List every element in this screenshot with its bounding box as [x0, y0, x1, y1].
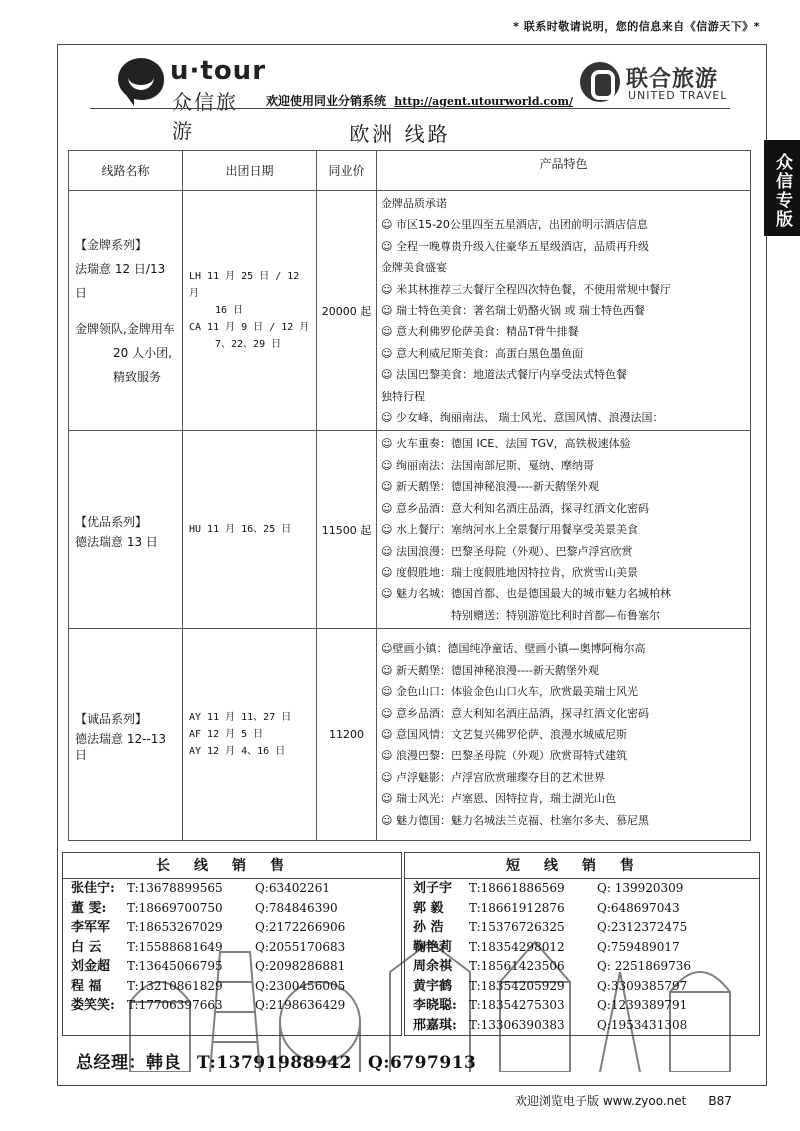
- contact-row: [405, 996, 759, 1016]
- source-note: * 联系时敬请说明，您的信息来自《信游天下》*: [513, 20, 760, 33]
- page-number: B87: [708, 1094, 732, 1108]
- contact-name: 李晓聪:: [413, 998, 457, 1013]
- contact-qq: Q:1239389791: [597, 998, 688, 1012]
- contact-phone: T:18354205929: [469, 978, 565, 993]
- feature-item: ☺ 市区15-20公里四至五星酒店，出团前明示酒店信息: [381, 218, 648, 232]
- contact-phone: T:13306390383: [469, 1017, 565, 1032]
- contact-row: [405, 938, 759, 958]
- feature-item: ☺ 浪漫巴黎：巴黎圣母院（外观）欣赏哥特式建筑: [381, 749, 627, 763]
- route-note: 精致服务: [113, 369, 162, 384]
- feature-heading: 金牌美食盛宴: [381, 261, 447, 275]
- contact-name: 李军军: [71, 920, 111, 935]
- table-header-row: [69, 151, 751, 191]
- contact-row: [405, 899, 759, 919]
- contact-row: [63, 918, 401, 938]
- date-line: AY 12 月 4、16 日: [189, 746, 286, 758]
- contact-name: 周余祺: [413, 959, 453, 974]
- header-divider: [90, 108, 730, 109]
- table-row: [69, 431, 751, 629]
- contact-row: [405, 957, 759, 977]
- feature-item: ☺ 全程一晚尊贵升级入住豪华五星级酒店，品质再升级: [381, 239, 649, 253]
- page-footer: [515, 1092, 765, 1109]
- features-cell: [377, 431, 751, 629]
- contact-phone: T:18354298012: [469, 939, 565, 954]
- route-note: 20 人小团,: [113, 345, 172, 360]
- contact-qq: Q:2098286881: [255, 959, 346, 973]
- contact-qq: Q:784846390: [255, 900, 338, 915]
- date-line: CA 11 月 9 日 / 12 月: [189, 322, 310, 334]
- contact-phone: T:18653267029: [127, 920, 223, 934]
- price-cell: 20000 起: [317, 191, 377, 431]
- features-cell: [377, 191, 751, 431]
- contact-name: 张佳宁:: [71, 881, 115, 896]
- routes-table: [68, 150, 751, 841]
- footer-text: 欢迎浏览电子版 www.zyoo.net: [515, 1094, 687, 1108]
- manager-phone: T:13791988942: [197, 1053, 352, 1073]
- feature-heading: 金牌品质承诺: [381, 197, 447, 210]
- header-departure-date: 出团日期: [183, 151, 317, 191]
- contact-phone: T:18661886569: [469, 881, 565, 895]
- contact-name: 董 雯:: [71, 900, 107, 916]
- departure-date-cell: [183, 629, 317, 841]
- features-cell: [377, 629, 751, 841]
- contacts-section: [62, 852, 762, 1080]
- contact-phone: T:18561423506: [469, 959, 565, 973]
- feature-item: ☺ 新天鹅堡：德国神秘浪漫----新天鹅堡外观: [381, 663, 599, 677]
- feature-item: ☺ 新天鹅堡：德国神秘浪漫----新天鹅堡外观: [381, 480, 599, 494]
- date-line: AY 11 月 11、27 日: [189, 712, 292, 724]
- contact-phone: T:17706397663: [127, 998, 223, 1012]
- price-cell: 11200: [317, 629, 377, 841]
- contact-name: 鞠艳莉: [413, 939, 453, 955]
- partner-english: UNITED TRAVEL: [628, 89, 728, 102]
- contact-qq: Q:63402261: [255, 881, 330, 895]
- contact-row: [63, 996, 401, 1016]
- route-note: 金牌领队,金牌用车: [75, 321, 175, 336]
- short-haul-sales-box: [404, 852, 760, 1036]
- feature-item: ☺ 意乡品酒：意大利知名酒庄品酒，探寻红酒文化密码: [381, 501, 649, 515]
- contact-name: 郭 毅: [413, 900, 444, 916]
- contact-name: 邢嘉琪:: [413, 1017, 457, 1033]
- contact-phone: T:13645066795: [127, 959, 223, 973]
- feature-item: ☺ 意大利威尼斯美食：高蛋白黑色墨鱼面: [381, 346, 583, 360]
- united-travel-emblem-icon: [580, 62, 620, 102]
- feature-item: ☺ 绚丽南法：法国南部尼斯、戛纳、摩纳哥: [381, 458, 594, 472]
- contact-qq: Q:648697043: [597, 900, 680, 915]
- contact-row: [405, 918, 759, 938]
- header-route-name: 线路名称: [69, 151, 183, 191]
- welcome-banner: [266, 92, 573, 109]
- feature-item: ☺ 少女峰、绚丽南法、 瑞士风光、意国风情、浪漫法国：: [381, 411, 664, 425]
- welcome-text: 欢迎使用同业分销系统: [266, 94, 387, 108]
- date-line: LH 11 月 25 日 / 12 月: [189, 271, 300, 300]
- contact-name: 白 云: [71, 939, 102, 955]
- feature-item: ☺ 瑞士特色美食：著名瑞士奶酪火锅 或 瑞士特色西餐: [381, 304, 645, 318]
- date-line: AF 12 月 5 日: [189, 729, 264, 741]
- price-cell: 11500 起: [317, 431, 377, 629]
- header-trade-price: 同业价: [317, 151, 377, 191]
- general-manager-line: [76, 1048, 476, 1073]
- brand-chinese: 众信旅游: [172, 90, 238, 143]
- contact-phone: T:15588681649: [127, 939, 223, 954]
- contact-qq: Q:3309385797: [597, 978, 688, 993]
- feature-item: ☺ 瑞士风光：卢塞恩、因特拉肯，瑞士湖光山色: [381, 792, 616, 806]
- contact-qq: Q:2172266906: [255, 920, 346, 934]
- departure-date-cell: [183, 191, 317, 431]
- feature-item: ☺ 金色山口：体验金色山口火车，欣赏最美瑞士风光: [381, 685, 638, 699]
- series-label: 【优品系列】: [75, 514, 148, 529]
- contact-qq: Q:759489017: [597, 939, 680, 954]
- route-name-cell: [69, 629, 183, 841]
- route-title: 德法瑞意 12--13 日: [75, 731, 167, 762]
- feature-item: ☺ 米其林推荐三大餐厅全程四次特色餐，不使用常规中餐厅: [381, 282, 671, 296]
- route-name-cell: [69, 191, 183, 431]
- manager-qq: Q:6797913: [367, 1053, 477, 1073]
- contact-row: [63, 957, 401, 977]
- route-title: 德法瑞意 13 日: [75, 534, 158, 549]
- feature-gift: 特别赠送：特别游览比利时首都—布鲁塞尔: [451, 608, 660, 622]
- contact-qq: Q:2055170683: [255, 939, 346, 954]
- header-features: 产品特色: [377, 151, 751, 191]
- contact-name: 刘子宇: [413, 881, 453, 896]
- feature-item: ☺ 意大利佛罗伦萨美食：精品T骨牛排餐: [381, 325, 579, 339]
- feature-item: ☺ 法国浪漫：巴黎圣母院（外观）、巴黎卢浮宫欣赏: [381, 544, 633, 558]
- feature-item: ☺ 火车重奏：德国 ICE、法国 TGV，高铁极速体验: [381, 437, 631, 451]
- table-row: [69, 191, 751, 431]
- feature-item: ☺ 魅力德国：魅力名城法兰克福、杜塞尔多夫、慕尼黑: [381, 813, 649, 827]
- date-line: HU 11 月 16、25 日: [189, 524, 292, 536]
- united-travel-logo: [580, 62, 728, 112]
- date-line: 16 日: [215, 305, 244, 317]
- contact-name: 娄笑笑:: [71, 998, 115, 1013]
- feature-item: ☺ 水上餐厅：塞纳河水上全景餐厅用餐享受美景美食: [381, 523, 638, 537]
- long-haul-sales-box: [62, 852, 402, 1036]
- contact-row: [405, 977, 759, 997]
- contact-qq: Q: 139920309: [597, 881, 684, 895]
- feature-item: ☺ 意国风情：文艺复兴佛罗伦萨、浪漫水城威尼斯: [381, 727, 627, 741]
- contact-phone: T:18669700750: [127, 900, 223, 915]
- contact-phone: T:18661912876: [469, 900, 565, 915]
- contact-row: [63, 879, 401, 899]
- departure-date-cell: [183, 431, 317, 629]
- contact-qq: Q:1953431308: [597, 1017, 688, 1032]
- feature-item: ☺ 意乡品酒：意大利知名酒庄品酒，探寻红酒文化密码: [381, 706, 649, 720]
- brand-english: u·tour: [170, 56, 267, 86]
- feature-item: ☺壁画小镇：德国纯净童话、壁画小镇—奥博阿梅尔高: [381, 642, 646, 656]
- contact-row: [63, 938, 401, 958]
- route-name-cell: [69, 431, 183, 629]
- contact-row: [405, 1016, 759, 1036]
- series-label: 【诚品系列】: [75, 711, 148, 726]
- feature-item: ☺ 法国巴黎美食：地道法式餐厅内享受法式特色餐: [381, 368, 627, 382]
- route-title: 法瑞意 12 日/13 日: [75, 261, 166, 300]
- short-haul-title: 短线销售: [405, 853, 759, 879]
- date-line: 7、22、29 日: [215, 339, 282, 351]
- contact-qq: Q:2300456005: [255, 978, 346, 993]
- feature-item: ☺ 度假胜地：瑞士度假胜地因特拉肯，欣赏雪山美景: [381, 565, 638, 579]
- contact-row: [63, 899, 401, 919]
- feature-item: ☺ 魅力名城：德国首都、也是德国最大的城市魅力名城柏林: [381, 587, 671, 601]
- feature-item: ☺ 卢浮魅影：卢浮宫欣赏璀璨夺目的艺术世界: [381, 770, 605, 784]
- contact-row: [63, 977, 401, 997]
- table-row: [69, 629, 751, 841]
- contact-phone: T:13210861829: [127, 978, 223, 993]
- side-tab: 众信专版: [764, 140, 800, 236]
- contact-phone: T:13678899565: [127, 881, 223, 895]
- contact-phone: T:18354275303: [469, 998, 565, 1012]
- partner-chinese: 联合旅游: [626, 67, 719, 92]
- utour-logo: [118, 56, 267, 143]
- contact-name: 程 福: [71, 978, 102, 994]
- long-haul-title: 长线销售: [63, 853, 401, 879]
- contact-qq: Q:2198636429: [255, 998, 346, 1012]
- feature-heading: 独特行程: [381, 389, 425, 403]
- series-label: 【金牌系列】: [75, 237, 148, 252]
- manager-name: 总经理：韩良: [76, 1053, 181, 1073]
- page-title: 欧洲 线路: [349, 122, 451, 146]
- contact-qq: Q:2312372475: [597, 920, 688, 934]
- contact-phone: T:15376726325: [469, 920, 565, 934]
- contact-name: 刘金超: [71, 959, 111, 974]
- contact-name: 孙 浩: [413, 920, 444, 935]
- contact-name: 黄宇鹤: [413, 978, 453, 994]
- contact-row: [405, 879, 759, 899]
- agent-url-link[interactable]: http://agent.utourworld.com/: [394, 95, 574, 108]
- contact-qq: Q: 2251869736: [597, 959, 692, 973]
